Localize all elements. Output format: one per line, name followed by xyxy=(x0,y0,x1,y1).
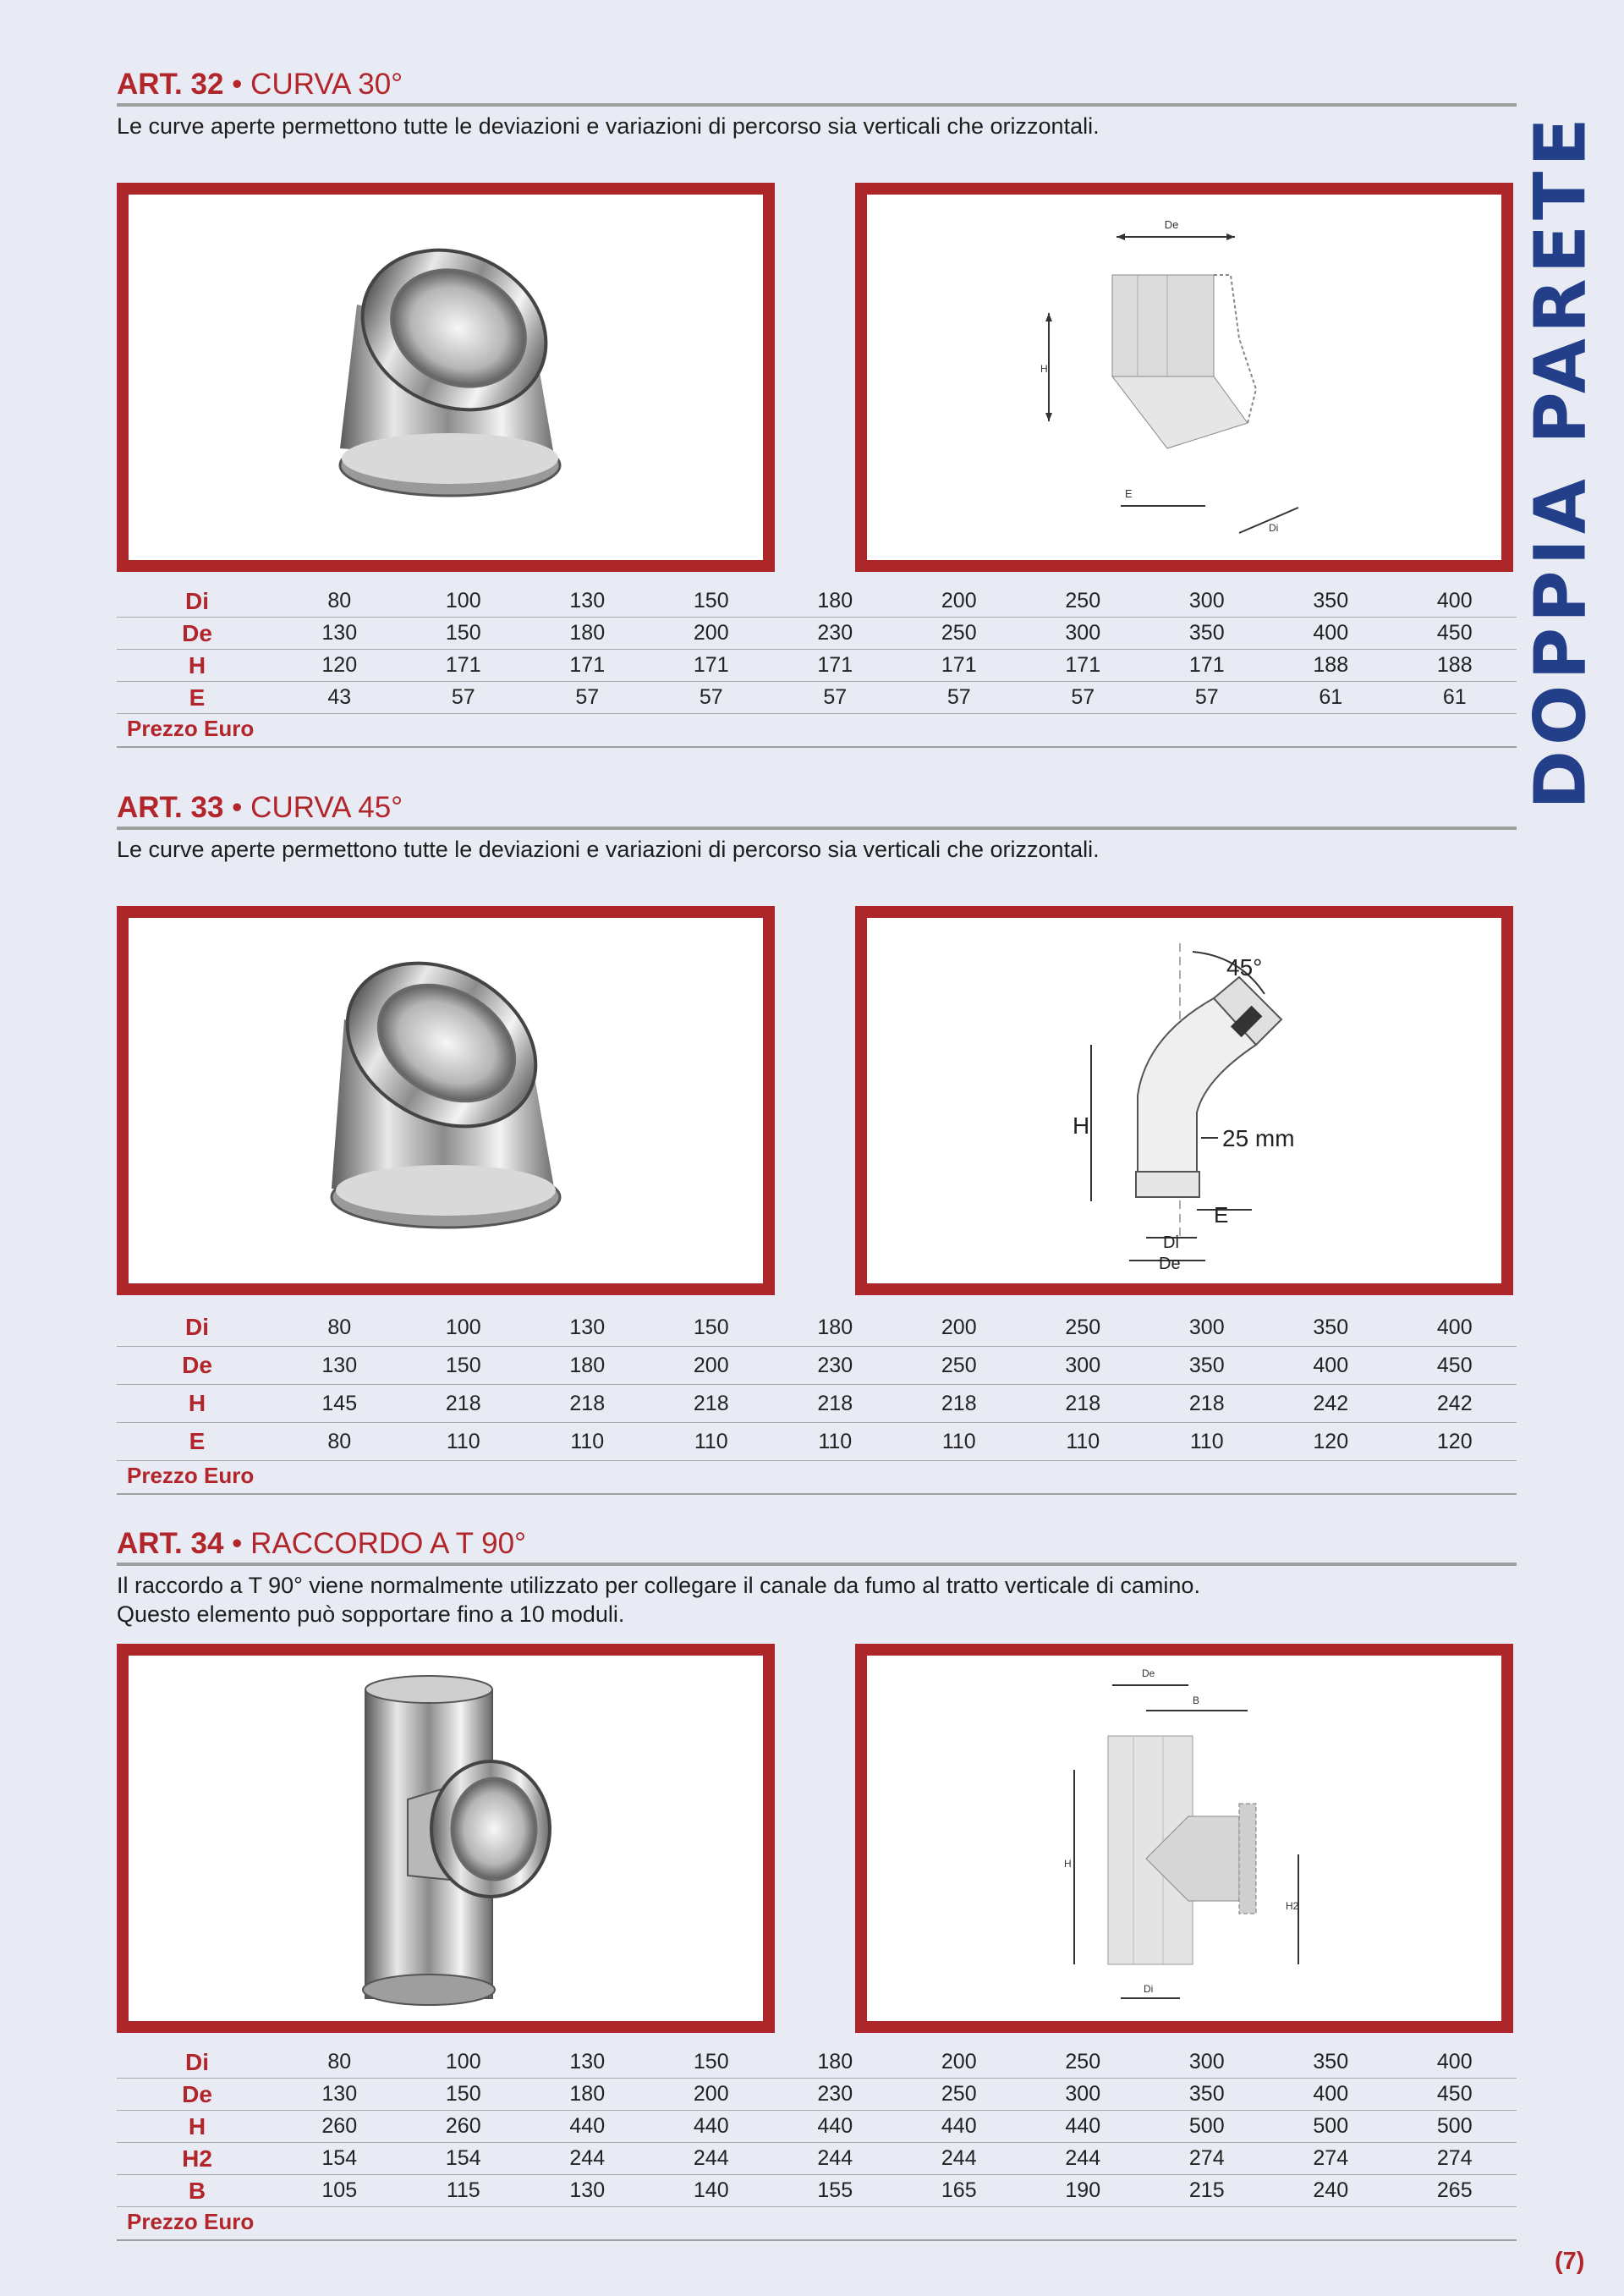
article-code: ART. 34 xyxy=(117,1527,224,1560)
table-cell: 440 xyxy=(773,2111,897,2143)
table-cell: 500 xyxy=(1145,2111,1270,2143)
label-h: H xyxy=(1040,363,1048,375)
description-line: Il raccordo a T 90° viene normalmente utilizzato per collegare il canale da fumo al tratto verticale di camino. xyxy=(117,1573,1200,1598)
table-cell: 171 xyxy=(1021,650,1145,682)
table-cell: 188 xyxy=(1393,650,1517,682)
table-cell: 440 xyxy=(525,2111,650,2143)
label-di: Di xyxy=(1163,1233,1179,1252)
table-row xyxy=(117,2111,1517,2143)
table-cell: 265 xyxy=(1393,2175,1517,2207)
table-cell: 150 xyxy=(402,2079,526,2111)
table-cell: 242 xyxy=(1393,1385,1517,1423)
table-cell: 218 xyxy=(1145,1385,1270,1423)
label-e: E xyxy=(1125,487,1133,500)
table-cell: 250 xyxy=(897,1347,1022,1385)
table-cell: 500 xyxy=(1393,2111,1517,2143)
table-cell: 130 xyxy=(525,585,650,618)
table-cell: 300 xyxy=(1021,618,1145,650)
title-bullet: • xyxy=(232,791,243,824)
table-cell: 120 xyxy=(1269,1423,1393,1461)
description-line: Questo elemento può sopportare fino a 10 moduli. xyxy=(117,1601,625,1627)
label-de: De xyxy=(1142,1667,1155,1679)
article-34-images xyxy=(117,1644,1517,2033)
price-label: Prezzo Euro xyxy=(117,1461,1517,1495)
table-cell: 400 xyxy=(1393,1309,1517,1347)
table-cell: 200 xyxy=(897,1309,1022,1347)
table-cell: 150 xyxy=(402,1347,526,1385)
label-gap: 25 mm xyxy=(1222,1125,1295,1151)
table-cell: 200 xyxy=(897,2046,1022,2079)
table-cell: 200 xyxy=(650,2079,774,2111)
title-bullet: • xyxy=(232,68,243,101)
table-cell: 165 xyxy=(897,2175,1022,2207)
table-cell: 250 xyxy=(897,2079,1022,2111)
table-cell: 400 xyxy=(1269,1347,1393,1385)
table-cell: 215 xyxy=(1145,2175,1270,2207)
table-cell: 440 xyxy=(1021,2111,1145,2143)
table-cell: 230 xyxy=(773,618,897,650)
table-cell: 190 xyxy=(1021,2175,1145,2207)
table-cell: 57 xyxy=(525,682,650,714)
table-cell: 80 xyxy=(277,2046,402,2079)
article-33-spec-table xyxy=(117,1309,1517,1461)
article-32-title xyxy=(117,68,1517,107)
table-cell: 110 xyxy=(897,1423,1022,1461)
label-e: E xyxy=(1214,1202,1229,1228)
table-cell: 110 xyxy=(773,1423,897,1461)
tee-90-photo xyxy=(129,1656,763,2021)
table-cell: 200 xyxy=(897,585,1022,618)
table-cell: 180 xyxy=(525,2079,650,2111)
row-label: B xyxy=(117,2175,277,2207)
row-label: H xyxy=(117,1385,277,1423)
label-di: Di xyxy=(1269,522,1279,534)
table-row xyxy=(117,2143,1517,2175)
table-cell: 244 xyxy=(897,2143,1022,2175)
table-cell: 180 xyxy=(773,2046,897,2079)
table-cell: 250 xyxy=(897,618,1022,650)
table-row xyxy=(117,618,1517,650)
table-cell: 200 xyxy=(650,618,774,650)
product-photo-curva-45 xyxy=(117,906,775,1295)
title-bullet: • xyxy=(232,1527,243,1560)
table-cell: 218 xyxy=(773,1385,897,1423)
row-label: Di xyxy=(117,585,277,618)
table-cell: 57 xyxy=(402,682,526,714)
row-label: H xyxy=(117,2111,277,2143)
label-angle: 45° xyxy=(1226,954,1263,980)
row-label: E xyxy=(117,682,277,714)
table-cell: 450 xyxy=(1393,618,1517,650)
table-cell: 154 xyxy=(402,2143,526,2175)
table-cell: 180 xyxy=(773,585,897,618)
table-cell: 130 xyxy=(525,1309,650,1347)
table-cell: 154 xyxy=(277,2143,402,2175)
technical-drawing-curva-45 xyxy=(855,906,1513,1295)
table-cell: 200 xyxy=(650,1347,774,1385)
table-row xyxy=(117,1347,1517,1385)
table-cell: 440 xyxy=(650,2111,774,2143)
table-row xyxy=(117,682,1517,714)
table-cell: 300 xyxy=(1021,1347,1145,1385)
row-label: E xyxy=(117,1423,277,1461)
table-cell: 130 xyxy=(277,1347,402,1385)
table-cell: 400 xyxy=(1393,585,1517,618)
table-cell: 145 xyxy=(277,1385,402,1423)
table-cell: 43 xyxy=(277,682,402,714)
row-label: H2 xyxy=(117,2143,277,2175)
table-cell: 400 xyxy=(1269,618,1393,650)
table-row xyxy=(117,2079,1517,2111)
price-label: Prezzo Euro xyxy=(117,714,1517,748)
row-label: Di xyxy=(117,1309,277,1347)
tee-90-drawing xyxy=(867,1656,1501,2021)
table-cell: 240 xyxy=(1269,2175,1393,2207)
article-34-section xyxy=(117,1527,1517,2241)
table-cell: 105 xyxy=(277,2175,402,2207)
table-cell: 171 xyxy=(897,650,1022,682)
row-label: De xyxy=(117,2079,277,2111)
article-32-spec-table xyxy=(117,585,1517,714)
table-cell: 130 xyxy=(277,618,402,650)
table-cell: 120 xyxy=(1393,1423,1517,1461)
table-cell: 150 xyxy=(402,618,526,650)
table-cell: 130 xyxy=(277,2079,402,2111)
table-cell: 218 xyxy=(1021,1385,1145,1423)
table-cell: 150 xyxy=(650,1309,774,1347)
label-h2: H2 xyxy=(1286,1900,1299,1912)
table-cell: 110 xyxy=(1021,1423,1145,1461)
article-34-spec-table xyxy=(117,2046,1517,2207)
article-name: CURVA 30° xyxy=(250,68,403,101)
article-32-section xyxy=(117,68,1517,748)
table-cell: 110 xyxy=(1145,1423,1270,1461)
table-cell: 244 xyxy=(1021,2143,1145,2175)
description-line: Le curve aperte permettono tutte le deviazioni e variazioni di percorso sia verticali che orizzontali. xyxy=(117,113,1100,139)
table-cell: 171 xyxy=(525,650,650,682)
table-cell: 218 xyxy=(402,1385,526,1423)
article-33-images xyxy=(117,906,1517,1295)
table-cell: 80 xyxy=(277,585,402,618)
side-title xyxy=(1518,110,1603,812)
table-cell: 500 xyxy=(1269,2111,1393,2143)
table-cell: 350 xyxy=(1269,1309,1393,1347)
table-cell: 171 xyxy=(402,650,526,682)
table-cell: 171 xyxy=(1145,650,1270,682)
article-code: ART. 32 xyxy=(117,68,224,101)
table-cell: 150 xyxy=(650,2046,774,2079)
table-cell: 180 xyxy=(773,1309,897,1347)
table-row xyxy=(117,1423,1517,1461)
spec-table-body xyxy=(117,585,1517,714)
table-cell: 218 xyxy=(897,1385,1022,1423)
table-cell: 100 xyxy=(402,1309,526,1347)
table-cell: 300 xyxy=(1145,1309,1270,1347)
table-cell: 350 xyxy=(1145,2079,1270,2111)
technical-drawing-curva-30 xyxy=(855,183,1513,572)
table-row xyxy=(117,585,1517,618)
table-cell: 80 xyxy=(277,1309,402,1347)
article-34-title xyxy=(117,1527,1517,1566)
table-cell: 230 xyxy=(773,1347,897,1385)
table-cell: 300 xyxy=(1145,2046,1270,2079)
table-cell: 350 xyxy=(1145,1347,1270,1385)
spec-table-body xyxy=(117,2046,1517,2207)
table-cell: 350 xyxy=(1269,585,1393,618)
table-cell: 57 xyxy=(1021,682,1145,714)
article-33-section xyxy=(117,791,1517,1495)
article-33-description xyxy=(117,835,1517,864)
table-cell: 440 xyxy=(897,2111,1022,2143)
table-row xyxy=(117,1385,1517,1423)
article-code: ART. 33 xyxy=(117,791,224,824)
table-cell: 260 xyxy=(402,2111,526,2143)
row-label: De xyxy=(117,618,277,650)
table-cell: 100 xyxy=(402,2046,526,2079)
table-cell: 400 xyxy=(1269,2079,1393,2111)
table-cell: 61 xyxy=(1393,682,1517,714)
technical-drawing-raccordo-t xyxy=(855,1644,1513,2033)
table-cell: 180 xyxy=(525,1347,650,1385)
elbow-30-photo xyxy=(129,195,763,560)
table-cell: 150 xyxy=(650,585,774,618)
table-cell: 120 xyxy=(277,650,402,682)
table-cell: 130 xyxy=(525,2046,650,2079)
table-cell: 400 xyxy=(1393,2046,1517,2079)
table-cell: 244 xyxy=(650,2143,774,2175)
article-34-description xyxy=(117,1571,1517,1629)
table-cell: 242 xyxy=(1269,1385,1393,1423)
table-cell: 57 xyxy=(773,682,897,714)
table-cell: 140 xyxy=(650,2175,774,2207)
table-cell: 115 xyxy=(402,2175,526,2207)
table-cell: 100 xyxy=(402,585,526,618)
table-cell: 274 xyxy=(1393,2143,1517,2175)
table-cell: 250 xyxy=(1021,1309,1145,1347)
table-cell: 244 xyxy=(773,2143,897,2175)
table-row xyxy=(117,1309,1517,1347)
label-h: H xyxy=(1073,1112,1090,1139)
elbow-30-drawing xyxy=(867,195,1501,560)
table-cell: 218 xyxy=(525,1385,650,1423)
price-label: Prezzo Euro xyxy=(117,2207,1517,2241)
table-row xyxy=(117,2175,1517,2207)
table-cell: 80 xyxy=(277,1423,402,1461)
page-number: (7) xyxy=(1555,2248,1585,2275)
table-cell: 450 xyxy=(1393,1347,1517,1385)
table-cell: 260 xyxy=(277,2111,402,2143)
table-cell: 300 xyxy=(1145,585,1270,618)
table-cell: 250 xyxy=(1021,585,1145,618)
table-row xyxy=(117,2046,1517,2079)
product-photo-raccordo-t xyxy=(117,1644,775,2033)
article-name: CURVA 45° xyxy=(250,791,403,824)
label-di: Di xyxy=(1144,1983,1154,1995)
label-b: B xyxy=(1193,1695,1200,1706)
table-cell: 244 xyxy=(525,2143,650,2175)
table-cell: 110 xyxy=(650,1423,774,1461)
row-label: De xyxy=(117,1347,277,1385)
table-cell: 188 xyxy=(1269,650,1393,682)
table-cell: 274 xyxy=(1269,2143,1393,2175)
table-cell: 350 xyxy=(1269,2046,1393,2079)
table-cell: 171 xyxy=(773,650,897,682)
table-cell: 218 xyxy=(650,1385,774,1423)
description-line: Le curve aperte permettono tutte le deviazioni e variazioni di percorso sia verticali che orizzontali. xyxy=(117,837,1100,862)
elbow-45-photo xyxy=(129,918,763,1283)
side-title-text: DOPPIA PARETE xyxy=(1519,113,1603,810)
table-cell: 230 xyxy=(773,2079,897,2111)
article-33-title xyxy=(117,791,1517,830)
table-cell: 57 xyxy=(897,682,1022,714)
table-cell: 300 xyxy=(1021,2079,1145,2111)
table-cell: 57 xyxy=(1145,682,1270,714)
table-cell: 130 xyxy=(525,2175,650,2207)
table-cell: 180 xyxy=(525,618,650,650)
table-cell: 110 xyxy=(402,1423,526,1461)
row-label: H xyxy=(117,650,277,682)
label-de: De xyxy=(1159,1255,1181,1273)
table-cell: 110 xyxy=(525,1423,650,1461)
label-h: H xyxy=(1064,1858,1072,1870)
table-cell: 171 xyxy=(650,650,774,682)
article-32-description xyxy=(117,112,1517,140)
spec-table-body xyxy=(117,1309,1517,1461)
table-cell: 350 xyxy=(1145,618,1270,650)
row-label: Di xyxy=(117,2046,277,2079)
table-cell: 450 xyxy=(1393,2079,1517,2111)
table-cell: 155 xyxy=(773,2175,897,2207)
table-cell: 57 xyxy=(650,682,774,714)
table-cell: 250 xyxy=(1021,2046,1145,2079)
table-cell: 61 xyxy=(1269,682,1393,714)
table-row xyxy=(117,650,1517,682)
product-photo-curva-30 xyxy=(117,183,775,572)
elbow-45-drawing xyxy=(867,918,1501,1283)
label-de: De xyxy=(1164,218,1179,231)
article-name: RACCORDO A T 90° xyxy=(250,1527,527,1560)
article-32-images xyxy=(117,183,1517,572)
table-cell: 274 xyxy=(1145,2143,1270,2175)
